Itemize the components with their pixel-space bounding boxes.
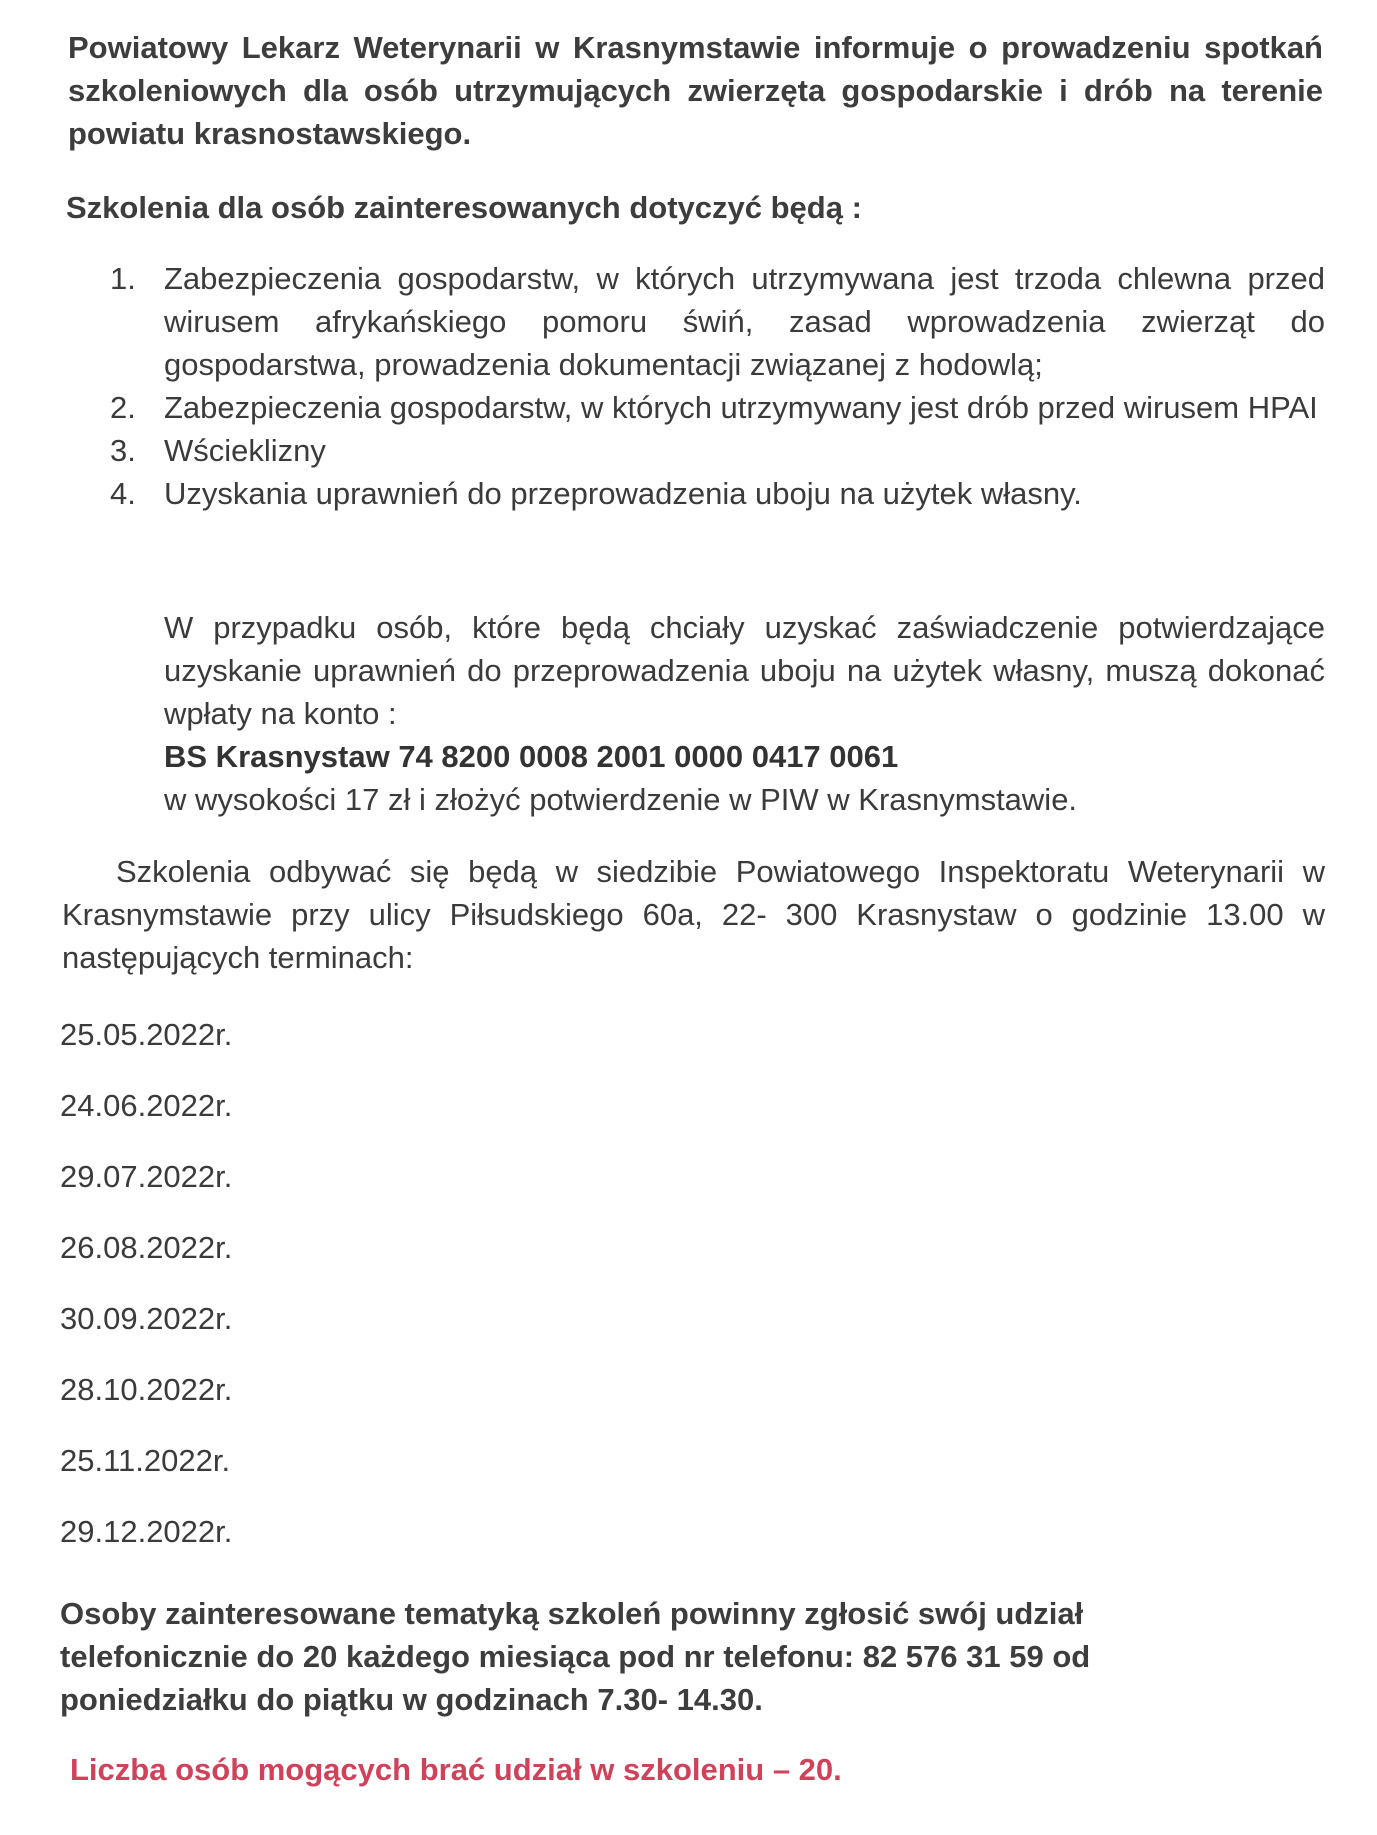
list-item: [110, 429, 1325, 472]
list-item-number: 4.: [110, 476, 136, 511]
payment-text: W przypadku osób, które będą chciały uzyskać zaświadczenie potwierdzające uzyskanie uprawnień do przeprowadzenia uboju na użytek własny, muszą dokonać wpłaty na konto :: [164, 610, 1325, 731]
date-item: 26.08.2022r.: [60, 1230, 233, 1265]
bank-account-number: BS Krasnystaw 74 8200 0008 2001 0000 0417 0061: [164, 739, 899, 774]
list-item-text: Wścieklizny: [164, 433, 326, 468]
date-item: 29.12.2022r.: [60, 1514, 233, 1549]
topics-heading: Szkolenia dla osób zainteresowanych dotyczyć będą :: [66, 190, 862, 225]
dates-list: [60, 1015, 232, 1583]
payment-info: [164, 606, 1325, 821]
date-item: 30.09.2022r.: [60, 1301, 233, 1336]
date-item: 25.05.2022r.: [60, 1017, 233, 1052]
date-item: 25.11.2022r.: [60, 1443, 231, 1478]
list-item: [110, 386, 1325, 429]
topics-list: [110, 257, 1325, 515]
participant-limit: Liczba osób mogących brać udział w szkoleniu – 20.: [70, 1752, 842, 1787]
list-item: [110, 257, 1325, 386]
date-item: 28.10.2022r.: [60, 1372, 233, 1407]
list-item-text: Zabezpieczenia gospodarstw, w których utrzymywany jest drób przed wirusem HPAI: [164, 390, 1318, 425]
list-item-text: Uzyskania uprawnień do przeprowadzenia uboju na użytek własny.: [164, 476, 1082, 511]
location-paragraph: Szkolenia odbywać się będą w siedzibie Powiatowego Inspektoratu Weterynarii w Krasnymstawie przy ulicy Piłsudskiego 60a, 22- 300 Krasnystaw o godzinie 13.00 w następujących terminach:: [62, 854, 1325, 975]
intro-paragraph: Powiatowy Lekarz Weterynarii w Krasnymstawie informuje o prowadzeniu spotkań szkoleniowych dla osób utrzymujących zwierzęta gospodarskie i drób na terenie powiatu krasnostawskiego.: [68, 30, 1323, 151]
list-item-number: 3.: [110, 433, 136, 468]
payment-amount-text: w wysokości 17 zł i złożyć potwierdzenie w PIW w Krasnymstawie.: [164, 782, 1078, 817]
registration-paragraph: Osoby zainteresowane tematyką szkoleń powinny zgłosić swój udział telefonicznie do 20 każdego miesiąca pod nr telefonu: 82 576 31 59 od poniedziałku do piątku w godzinach 7.30- 14.30.: [60, 1596, 1091, 1717]
list-item: [110, 472, 1325, 515]
list-item-number: 1.: [110, 261, 136, 296]
date-item: 29.07.2022r.: [60, 1159, 233, 1194]
list-item-text: Zabezpieczenia gospodarstw, w których utrzymywana jest trzoda chlewna przed wirusem afrykańskiego pomoru świń, zasad wprowadzenia zwierząt do gospodarstwa, prowadzenia dokumentacji związanej z hodowlą;: [164, 261, 1325, 382]
date-item: 24.06.2022r.: [60, 1088, 233, 1123]
list-item-number: 2.: [110, 390, 136, 425]
